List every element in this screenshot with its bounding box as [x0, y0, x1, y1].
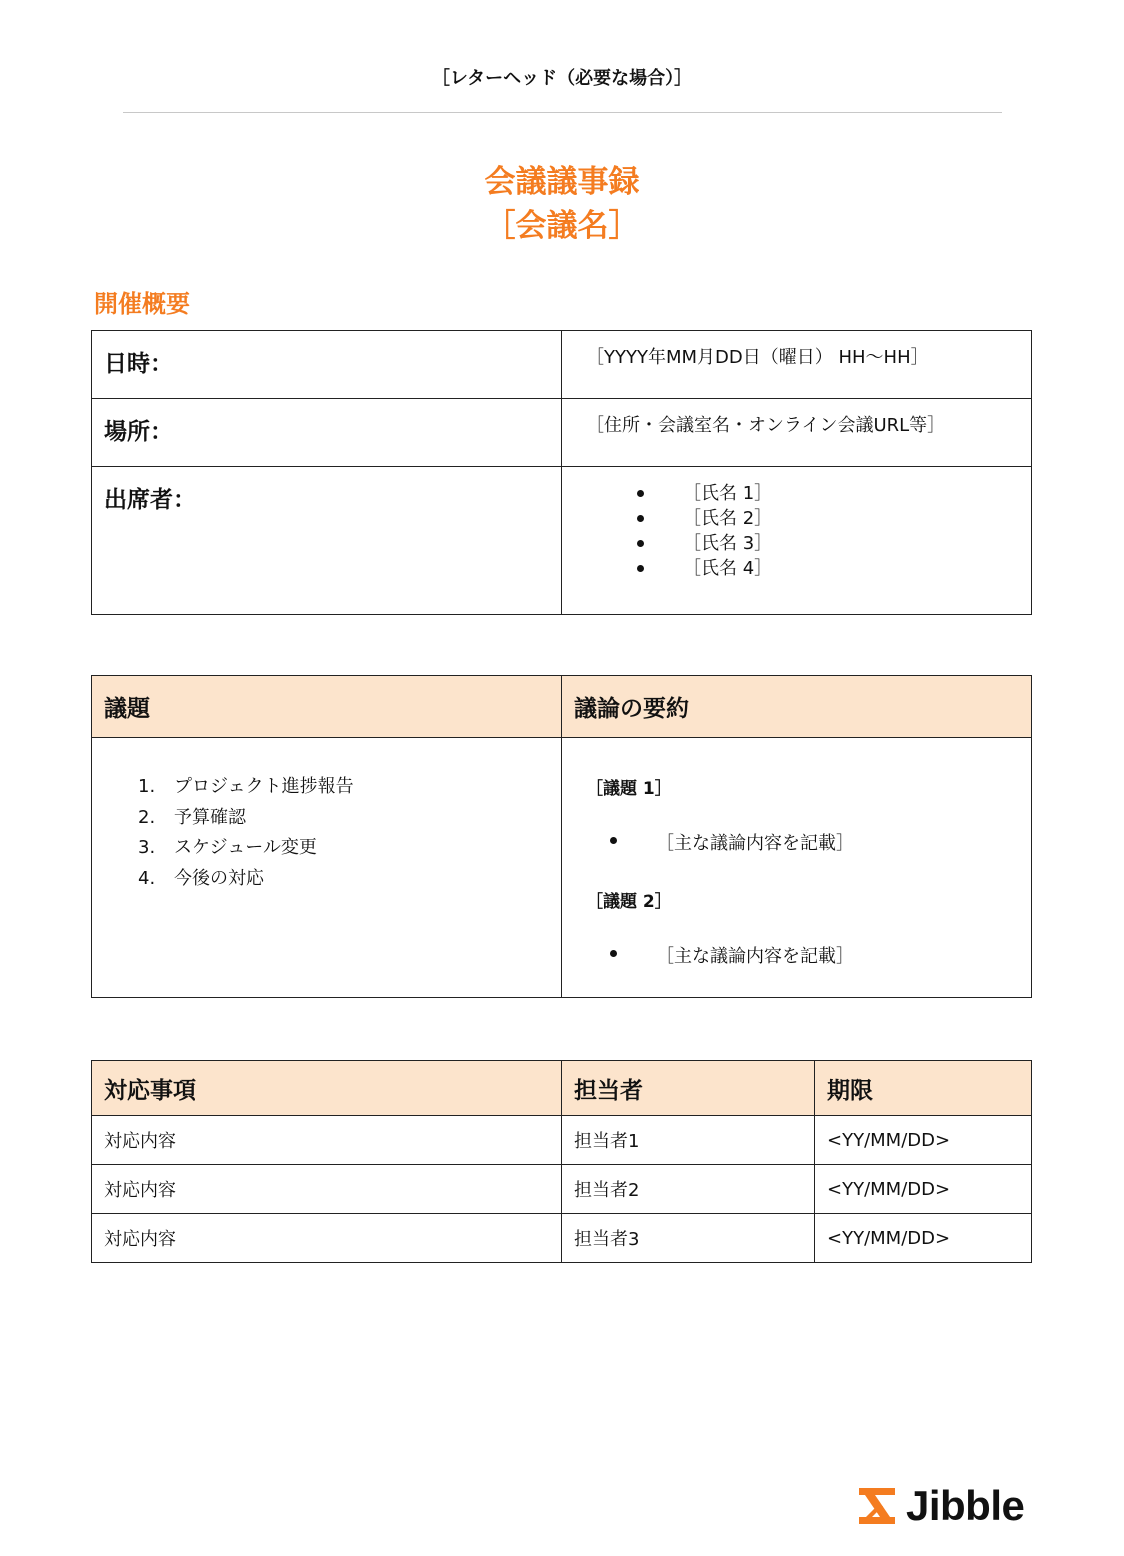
agenda-summary-cell	[562, 738, 1032, 998]
place-value: ［住所・会議室名・オンライン会議URL等］	[562, 399, 1032, 467]
attendee-item: ［氏名 3］	[631, 531, 1009, 556]
title-meeting-name: ［会議名］	[484, 208, 640, 244]
overview-table	[91, 330, 1032, 615]
owner-header: 担当者	[562, 1061, 815, 1116]
actions-header-row	[92, 1061, 1032, 1116]
task-header: 対応事項	[92, 1061, 562, 1116]
agenda-header-row	[92, 676, 1032, 738]
attendee-item: ［氏名 1］	[631, 481, 1009, 506]
topic-number: 3.	[138, 837, 156, 858]
owner-cell: 担当者2	[562, 1165, 815, 1214]
action-items-table	[91, 1060, 1032, 1263]
table-row	[92, 1116, 1032, 1165]
due-cell: <YY/MM/DD>	[815, 1165, 1032, 1214]
attendees-label: 出席者：	[92, 467, 562, 615]
attendee-item: ［氏名 2］	[631, 506, 1009, 531]
topic-number: 2.	[138, 806, 156, 828]
agenda-topic-list	[92, 738, 561, 894]
header-divider	[123, 112, 1002, 113]
agenda-body-row	[92, 738, 1032, 998]
due-cell: <YY/MM/DD>	[815, 1214, 1032, 1263]
place-row	[92, 399, 1032, 467]
summary-item: ［主な議論内容を記載］	[656, 942, 1031, 968]
table-row	[92, 1214, 1032, 1263]
table-row	[92, 1165, 1032, 1214]
topic-text: スケジュール変更	[174, 837, 317, 858]
overview-heading: 開催概要	[94, 290, 190, 318]
title-main: 会議議事録	[484, 164, 640, 200]
topic-text: 予算確認	[174, 806, 246, 828]
attendees-cell	[562, 467, 1032, 615]
due-header: 期限	[815, 1061, 1032, 1116]
topic-number: 1.	[138, 776, 156, 797]
task-cell: 対応内容	[92, 1165, 562, 1214]
agenda-topic-item	[138, 803, 561, 834]
datetime-value: ［YYYY年MM月DD日（曜日） HH〜HH］	[562, 331, 1032, 399]
summary-topic-title: ［議題 1］	[586, 779, 672, 799]
agenda-topic-item	[138, 833, 561, 864]
attendee-list	[586, 479, 1009, 581]
agenda-topics-cell	[92, 738, 562, 998]
jibble-logo-icon	[858, 1486, 898, 1526]
summary-item: ［主な議論内容を記載］	[656, 829, 1031, 855]
attendees-row	[92, 467, 1032, 615]
place-label: 場所：	[92, 399, 562, 467]
topic-number: 4.	[138, 867, 156, 889]
owner-cell: 担当者3	[562, 1214, 815, 1263]
datetime-label: 日時：	[92, 331, 562, 399]
due-cell: <YY/MM/DD>	[815, 1116, 1032, 1165]
agenda-topic-item	[138, 864, 561, 895]
task-cell: 対応内容	[92, 1116, 562, 1165]
agenda-topic-item	[138, 772, 561, 803]
attendee-item: ［氏名 4］	[631, 556, 1009, 581]
agenda-topic-header: 議題	[92, 676, 562, 738]
document-title	[0, 160, 1124, 248]
summary-topic-title: ［議題 2］	[586, 892, 672, 912]
agenda-summary-header: 議論の要約	[562, 676, 1032, 738]
datetime-row	[92, 331, 1032, 399]
owner-cell: 担当者1	[562, 1116, 815, 1165]
jibble-logo-text: Jibble	[906, 1482, 1025, 1529]
letterhead: ［レターヘッド（必要な場合）］	[431, 68, 693, 89]
task-cell: 対応内容	[92, 1214, 562, 1263]
topic-text: 今後の対応	[174, 867, 264, 889]
topic-text: プロジェクト進捗報告	[174, 776, 354, 797]
agenda-table	[91, 675, 1032, 998]
